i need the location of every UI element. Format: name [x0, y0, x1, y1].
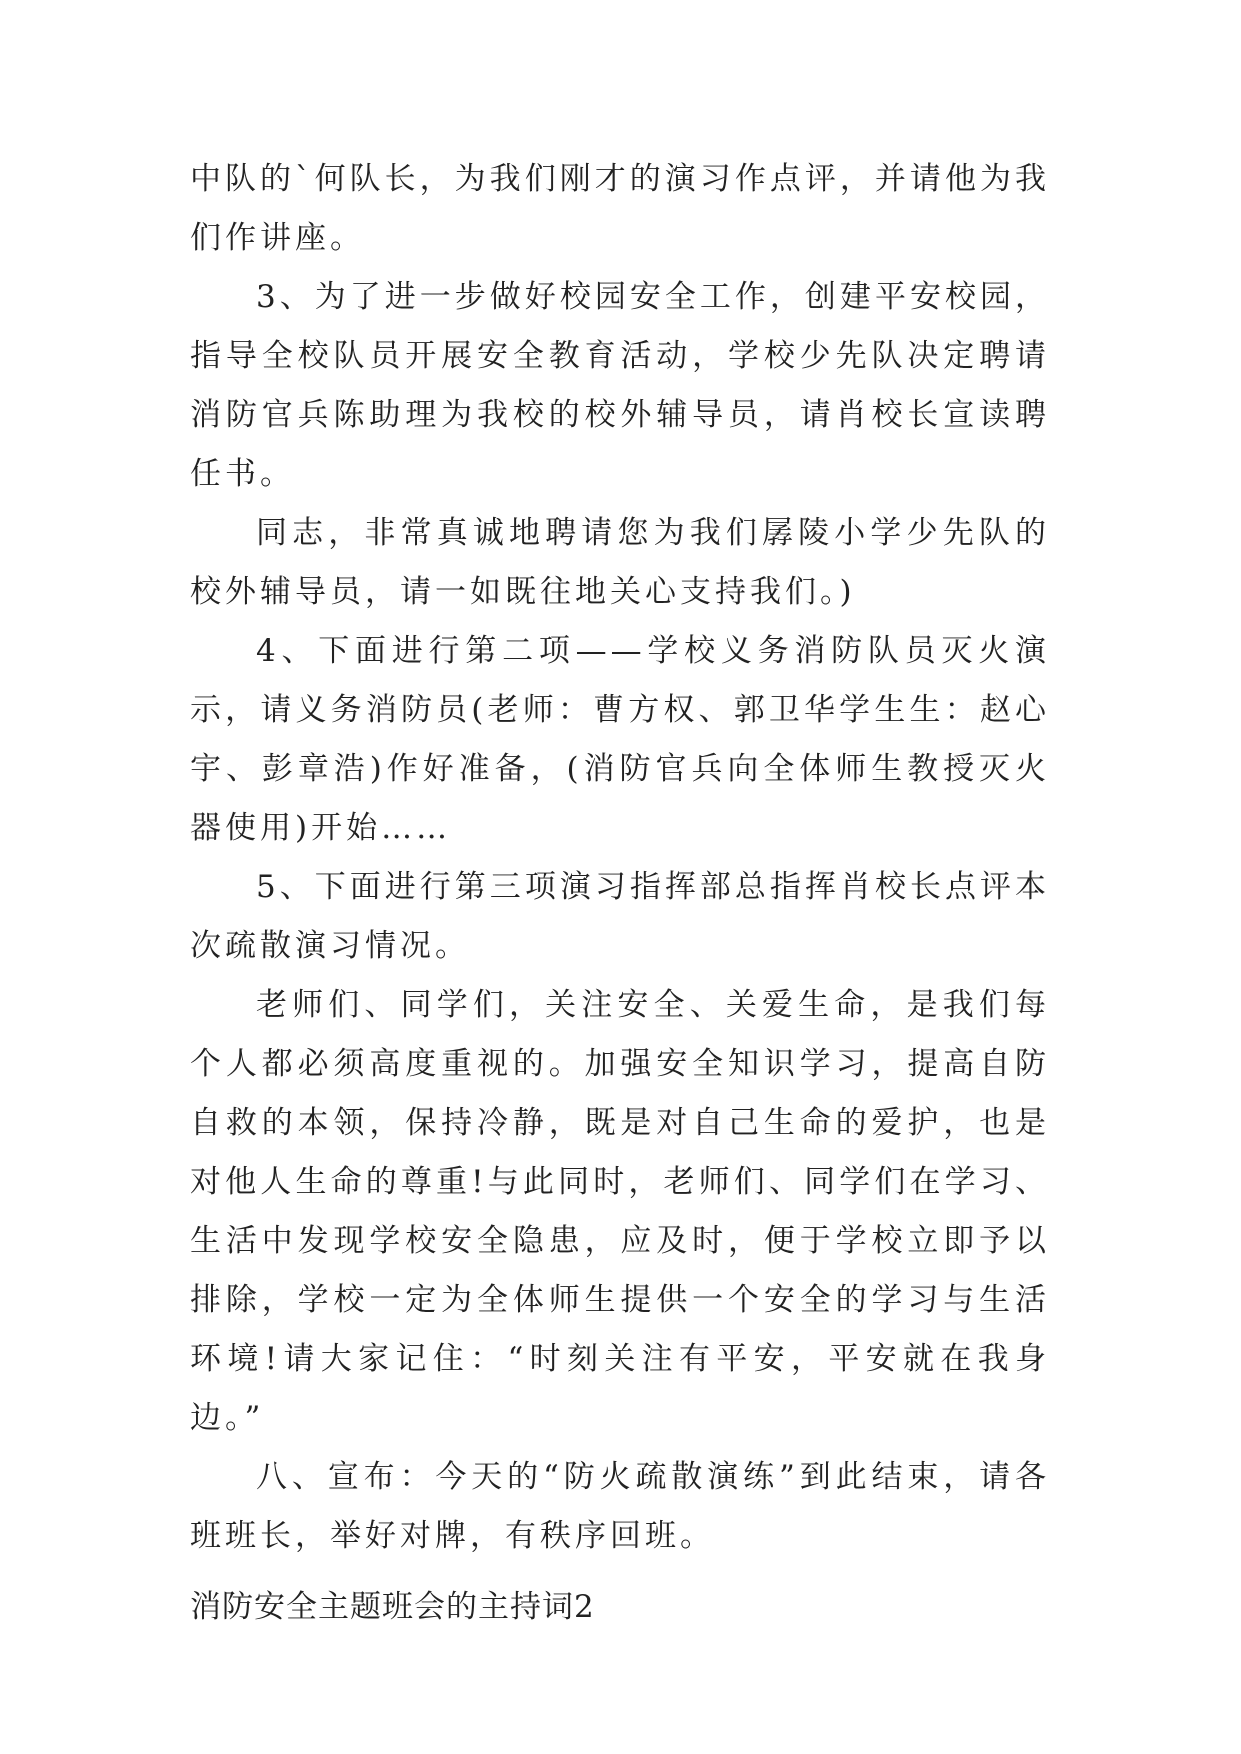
paragraph-item-3: 3、为了进一步做好校园安全工作，创建平安校园，指导全校队员开展安全教育活动，学校少先队决定聘请消防官兵陈助理为我校的校外辅导员，请肖校长宣读聘任书。	[190, 279, 1050, 492]
section-title: 消防安全主题班会的主持词2	[190, 1589, 595, 1625]
paragraph-item-5: 5、下面进行第三项演习指挥部总指挥肖校长点评本次疏散演习情况。	[190, 869, 1050, 964]
document-body	[190, 150, 1050, 1566]
paragraph-safety-remarks: 老师们、同学们，关注安全、关爱生命，是我们每个人都必须高度重视的。加强安全知识学习，提高自防自救的本领，保持冷静，既是对自己生命的爱护，也是对他人生命的尊重!与此同时，老师们、同学们在学习、生活中发现学校安全隐患，应及时，便于学校立即予以排除，学校一定为全体师生提供一个安全的学习与生活环境!请大家记住：“时刻关注有平安，平安就在我身边。”	[190, 987, 1050, 1436]
paragraph-item-4: 4、下面进行第二项——学校义务消防队员灭火演示，请义务消防员(老师：曹方权、郭卫华学生生：赵心宇、彭章浩)作好准备，(消防官兵向全体师生教授灭火器使用)开始……	[190, 633, 1050, 846]
paragraph-continuation: 中队的`何队长，为我们刚才的演习作点评，并请他为我们作讲座。	[190, 161, 1050, 256]
paragraph-appointment: 同志，非常真诚地聘请您为我们孱陵小学少先队的校外辅导员，请一如既往地关心支持我们。)	[190, 515, 1050, 610]
paragraph-announcement: 八、宣布：今天的“防火疏散演练”到此结束，请各班班长，举好对牌，有秩序回班。	[190, 1459, 1050, 1554]
